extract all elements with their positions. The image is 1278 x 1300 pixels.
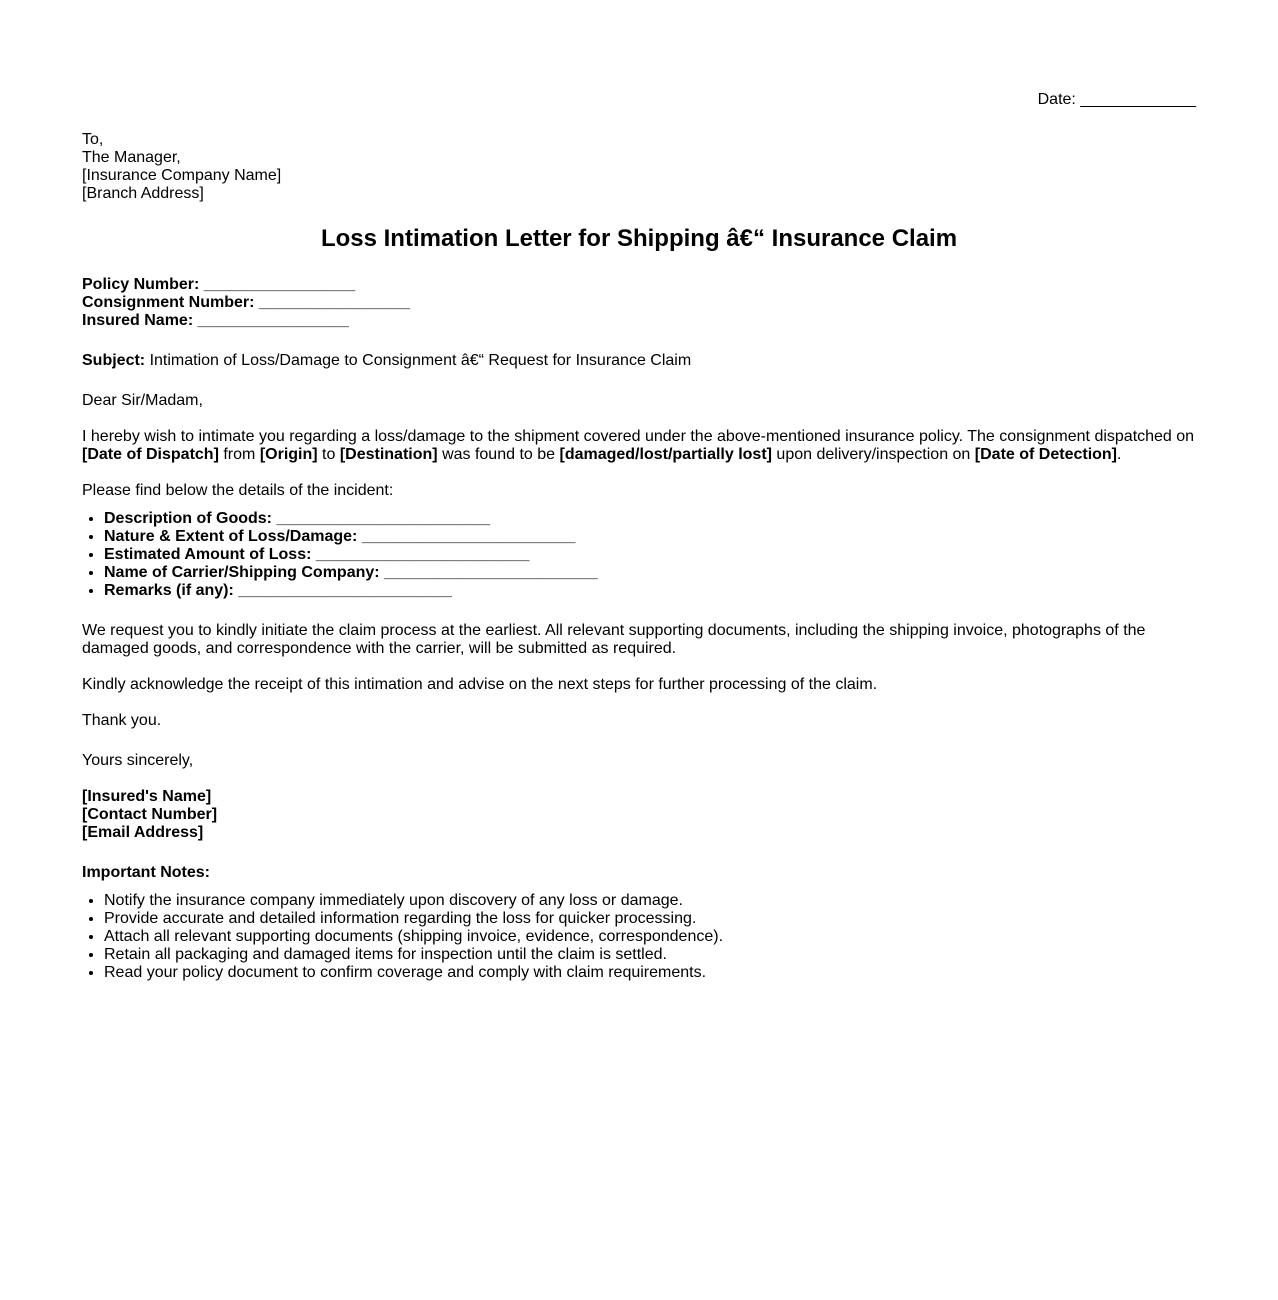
date-of-dispatch-placeholder: [Date of Dispatch] [82,446,219,463]
recipient-company: [Insurance Company Name] [82,167,282,184]
intro-found: was found to be [442,446,556,463]
recipient-block [82,131,1196,203]
policy-number-label: Policy Number: [82,276,200,293]
insured-name-blank: _________________ [197,312,349,329]
detail-label: Estimated Amount of Loss: [104,546,312,563]
signature-contact: [Contact Number] [82,806,218,823]
intro-from: from [223,446,256,463]
list-item [104,510,1196,528]
intro-text: I hereby wish to intimate you regarding a loss/damage to the shipment covered under the above-mentioned insurance policy. The consignment dispatched on [82,428,1195,445]
notes-list [82,892,1196,982]
policy-number-blank: _________________ [203,276,356,293]
letter-title: Loss Intimation Letter for Shipping â€“ Insurance Claim [320,225,958,252]
intro-period: . [1117,446,1122,463]
detail-blank: ________________________ [315,546,530,563]
consignment-number-blank: _________________ [258,294,411,311]
insured-name-label: Insured Name: [82,312,194,329]
date-line [82,91,1196,109]
intro-upon: upon delivery/inspection on [776,446,971,463]
insured-name-line [82,312,1196,330]
intro-paragraph [82,428,1196,464]
signature-block [82,788,1196,842]
thanks-line: Thank you. [82,712,162,729]
salutation: Dear Sir/Madam, [82,392,203,409]
notes-heading: Important Notes: [82,864,210,881]
detail-blank: ________________________ [276,510,491,527]
detail-label: Name of Carrier/Shipping Company: [104,564,380,581]
acknowledge-paragraph: Kindly acknowledge the receipt of this intimation and advise on the next steps for further processing of the claim. [82,676,878,693]
detail-blank: ________________________ [361,528,576,545]
date-of-detection-placeholder: [Date of Detection] [974,446,1118,463]
details-intro: Please find below the details of the incident: [82,482,394,499]
subject-line [82,352,1196,370]
detail-label: Remarks (if any): [104,582,234,599]
letter-content [82,91,1196,982]
intro-to: to [322,446,336,463]
policy-number-line [82,276,1196,294]
recipient-to: To, [82,131,104,148]
detail-label: Nature & Extent of Loss/Damage: [104,528,358,545]
detail-label: Description of Goods: [104,510,272,527]
details-list [82,510,1196,600]
signature-email: [Email Address] [82,824,204,841]
date-blank: _____________ [1080,91,1196,108]
list-item [104,528,1196,546]
request-paragraph: We request you to kindly initiate the claim process at the earliest. All relevant supporting documents, including the shipping invoice, photographs of the damaged goods, and correspondence with the carrier, will be submitted as required. [82,622,1146,657]
subject-text: Intimation of Loss/Damage to Consignment â€“ Request for Insurance Claim [149,352,692,369]
recipient-address: [Branch Address] [82,185,204,202]
reference-block [82,276,1196,330]
origin-placeholder: [Origin] [259,446,318,463]
list-item: • Provide accurate and detailed information regarding the loss for quicker processing. [104,910,1196,928]
subject-label: Subject: [82,352,146,369]
status-placeholder: [damaged/lost/partially lost] [559,446,772,463]
closing-line: Yours sincerely, [82,752,194,769]
destination-placeholder: [Destination] [339,446,438,463]
signature-name: [Insured's Name] [82,788,212,805]
date-label: Date: [1037,91,1076,108]
list-item [104,564,1196,582]
recipient-manager: The Manager, [82,149,181,166]
list-item: • Attach all relevant supporting documents (shipping invoice, evidence, correspondence). [104,928,1196,946]
detail-blank: ________________________ [384,564,598,581]
list-item [104,546,1196,564]
consignment-number-line [82,294,1196,312]
list-item: • Retain all packaging and damaged items for inspection until the claim is settled. [104,946,1196,964]
consignment-number-label: Consignment Number: [82,294,255,311]
list-item [104,582,1196,600]
list-item: • Notify the insurance company immediately upon discovery of any loss or damage. [104,892,1196,910]
detail-blank: ________________________ [238,582,452,599]
list-item: • Read your policy document to confirm coverage and comply with claim requirements. [104,964,1196,982]
